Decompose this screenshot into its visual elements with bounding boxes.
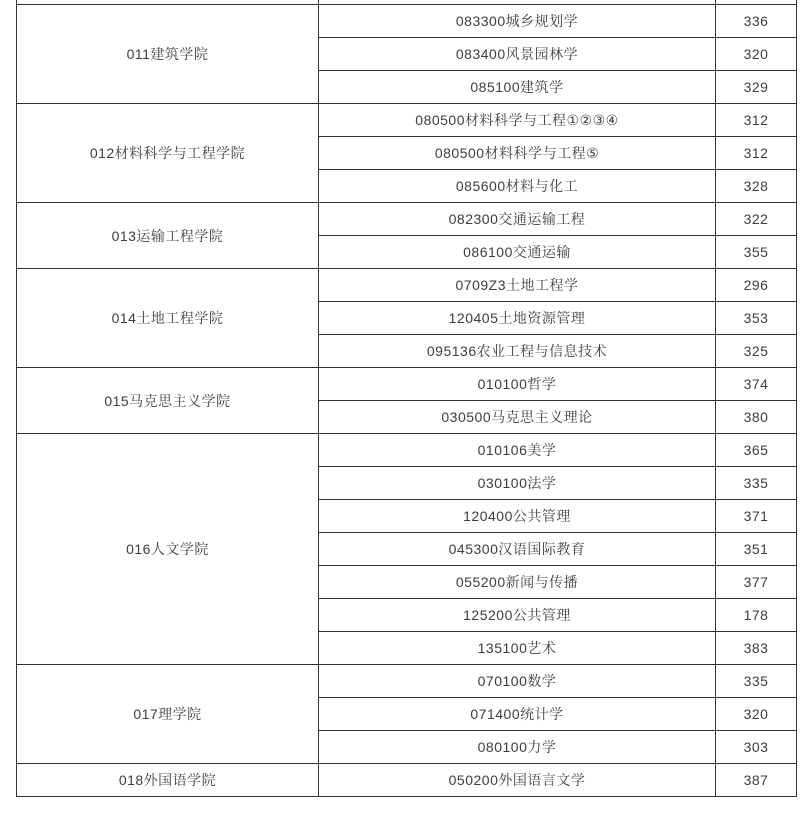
score-cell: 374 xyxy=(716,368,797,401)
major-cell: 080100力学 xyxy=(319,731,716,764)
major-cell: 080500材料科学与工程①②③④ xyxy=(319,104,716,137)
major-cell: 030100法学 xyxy=(319,467,716,500)
score-cell: 335 xyxy=(716,467,797,500)
table-row xyxy=(17,368,797,401)
score-cell: 322 xyxy=(716,203,797,236)
major-cell: 085600材料与化工 xyxy=(319,170,716,203)
major-cell: 080500材料科学与工程⑤ xyxy=(319,137,716,170)
college-cell: 013运输工程学院 xyxy=(17,203,319,269)
admission-score-table xyxy=(16,0,797,797)
major-cell: 085100建筑学 xyxy=(319,71,716,104)
table-row xyxy=(17,665,797,698)
major-cell: 071400统计学 xyxy=(319,698,716,731)
score-cell: 325 xyxy=(716,335,797,368)
major-cell: 030500马克思主义理论 xyxy=(319,401,716,434)
score-cell: 351 xyxy=(716,533,797,566)
table-body xyxy=(17,0,797,797)
college-cell: 011建筑学院 xyxy=(17,5,319,104)
score-cell: 296 xyxy=(716,269,797,302)
score-cell: 377 xyxy=(716,566,797,599)
college-cell: 015马克思主义学院 xyxy=(17,368,319,434)
college-cell: 018外国语学院 xyxy=(17,764,319,797)
college-cell: 014土地工程学院 xyxy=(17,269,319,368)
major-cell: 010100哲学 xyxy=(319,368,716,401)
score-cell: 320 xyxy=(716,38,797,71)
college-cell: 016人文学院 xyxy=(17,434,319,665)
major-cell: 120405土地资源管理 xyxy=(319,302,716,335)
major-cell: 135100艺术 xyxy=(319,632,716,665)
major-cell: 083400风景园林学 xyxy=(319,38,716,71)
major-cell: 055200新闻与传播 xyxy=(319,566,716,599)
score-cell: 303 xyxy=(716,731,797,764)
college-cell: 017理学院 xyxy=(17,665,319,764)
table-row xyxy=(17,269,797,302)
score-cell: 328 xyxy=(716,170,797,203)
table-row xyxy=(17,203,797,236)
major-cell: 050200外国语言文学 xyxy=(319,764,716,797)
score-cell: 329 xyxy=(716,71,797,104)
college-cell: 012材料科学与工程学院 xyxy=(17,104,319,203)
table-row xyxy=(17,5,797,38)
major-cell: 010106美学 xyxy=(319,434,716,467)
score-cell: 335 xyxy=(716,665,797,698)
score-cell: 371 xyxy=(716,500,797,533)
score-cell: 387 xyxy=(716,764,797,797)
table-row xyxy=(17,764,797,797)
score-cell: 178 xyxy=(716,599,797,632)
score-cell: 383 xyxy=(716,632,797,665)
score-cell: 353 xyxy=(716,302,797,335)
score-cell: 312 xyxy=(716,137,797,170)
table-row xyxy=(17,104,797,137)
table-row xyxy=(17,434,797,467)
score-cell: 355 xyxy=(716,236,797,269)
score-cell: 380 xyxy=(716,401,797,434)
major-cell: 070100数学 xyxy=(319,665,716,698)
major-cell: 125200公共管理 xyxy=(319,599,716,632)
score-cell: 320 xyxy=(716,698,797,731)
score-cell: 312 xyxy=(716,104,797,137)
major-cell: 095136农业工程与信息技术 xyxy=(319,335,716,368)
major-cell: 120400公共管理 xyxy=(319,500,716,533)
major-cell: 086100交通运输 xyxy=(319,236,716,269)
major-cell: 082300交通运输工程 xyxy=(319,203,716,236)
major-cell: 0709Z3土地工程学 xyxy=(319,269,716,302)
major-cell: 045300汉语国际教育 xyxy=(319,533,716,566)
score-cell: 336 xyxy=(716,5,797,38)
score-cell: 365 xyxy=(716,434,797,467)
major-cell: 083300城乡规划学 xyxy=(319,5,716,38)
